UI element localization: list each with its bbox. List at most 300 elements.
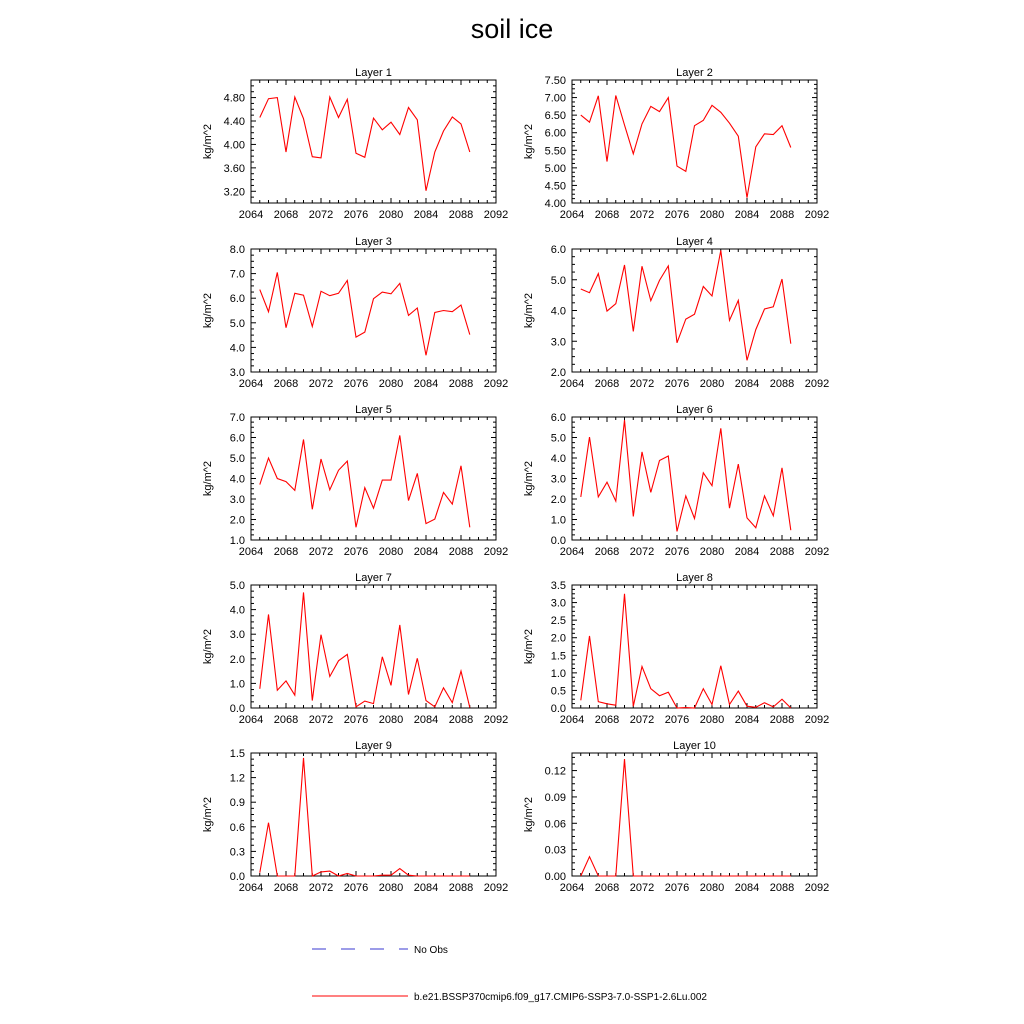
x-tick-label: 2068 (594, 209, 620, 221)
data-point (580, 875, 581, 876)
y-tick-label: 0.06 (544, 818, 566, 831)
data-point (694, 875, 695, 876)
data-point (606, 703, 607, 704)
data-point (703, 286, 704, 287)
x-tick-label: 2072 (308, 546, 334, 558)
data-point (703, 688, 704, 689)
data-point (329, 295, 330, 296)
y-tick-label: 6.0 (550, 244, 566, 256)
data-point (589, 122, 590, 123)
y-tick-label: 0.12 (544, 765, 566, 778)
data-point (373, 875, 374, 876)
x-tick-label: 2068 (594, 378, 620, 390)
x-tick-label: 2068 (273, 714, 299, 726)
x-tick-label: 2076 (343, 882, 369, 894)
data-point (755, 527, 756, 528)
data-point (303, 439, 304, 440)
data-point (355, 527, 356, 528)
data-point (285, 481, 286, 482)
data-point (641, 266, 642, 267)
panel-title: Layer 3 (355, 236, 392, 248)
panel-title: Layer 4 (676, 236, 713, 248)
data-point (589, 856, 590, 857)
x-tick-label: 2080 (699, 209, 725, 221)
y-tick-label: 3.0 (550, 597, 566, 610)
data-point (417, 658, 418, 659)
data-point (364, 332, 365, 333)
y-tick-label: 0.03 (544, 844, 566, 857)
x-tick-label: 2080 (699, 378, 725, 390)
x-tick-label: 2088 (769, 714, 795, 726)
y-tick-label: 4.40 (223, 116, 245, 128)
data-point (259, 484, 260, 485)
data-point (285, 680, 286, 681)
data-point (268, 98, 269, 99)
data-point (303, 592, 304, 593)
data-point (320, 634, 321, 635)
data-point (399, 624, 400, 625)
x-tick-label: 2072 (629, 882, 655, 894)
data-point (338, 660, 339, 661)
legend-obs-label: No Obs (414, 945, 448, 956)
data-point (329, 676, 330, 677)
y-tick-label: 4.0 (550, 453, 566, 465)
data-point (294, 490, 295, 491)
y-tick-label: 2.0 (550, 494, 566, 506)
x-tick-label: 2076 (343, 209, 369, 221)
data-point (347, 99, 348, 100)
panel-title: Layer 7 (355, 572, 392, 584)
y-tick-label: 3.0 (229, 629, 245, 642)
y-tick-label: 5.0 (550, 432, 566, 445)
series-line (260, 272, 470, 355)
x-tick-label: 2084 (413, 714, 439, 726)
chart-panel-layer-5 (202, 404, 508, 558)
data-point (443, 687, 444, 688)
data-point (452, 311, 453, 312)
data-point (285, 327, 286, 328)
x-tick-label: 2080 (378, 378, 404, 390)
y-tick-label: 2.0 (229, 653, 245, 666)
x-tick-label: 2072 (629, 209, 655, 221)
data-point (338, 875, 339, 876)
data-point (746, 875, 747, 876)
data-point (781, 279, 782, 280)
data-point (633, 875, 634, 876)
x-tick-label: 2080 (699, 714, 725, 726)
data-point (373, 117, 374, 118)
data-point (703, 472, 704, 473)
data-point (773, 134, 774, 135)
data-point (659, 695, 660, 696)
data-point (764, 875, 765, 876)
series-line (260, 97, 470, 191)
data-point (408, 315, 409, 316)
data-point (650, 688, 651, 689)
data-point (781, 467, 782, 468)
data-point (720, 112, 721, 113)
data-point (312, 156, 313, 157)
data-point (711, 105, 712, 106)
data-point (790, 343, 791, 344)
data-point (373, 703, 374, 704)
x-tick-label: 2080 (699, 546, 725, 558)
y-tick-label: 3.0 (550, 336, 566, 349)
data-point (668, 692, 669, 693)
data-point (650, 875, 651, 876)
data-point (452, 504, 453, 505)
data-point (711, 295, 712, 296)
data-point (285, 151, 286, 152)
x-tick-label: 2084 (413, 378, 439, 390)
data-point (434, 312, 435, 313)
panel-title: Layer 9 (355, 740, 392, 752)
y-tick-label: 1.0 (550, 667, 566, 680)
data-point (589, 436, 590, 437)
data-point (382, 129, 383, 130)
plot-frame (572, 753, 817, 876)
x-tick-label: 2064 (238, 882, 264, 894)
x-tick-label: 2092 (483, 714, 509, 726)
data-point (303, 757, 304, 758)
x-tick-label: 2068 (273, 882, 299, 894)
y-axis-label: kg/m^2 (202, 123, 214, 160)
data-point (417, 473, 418, 474)
data-point (268, 822, 269, 823)
panel-title: Layer 2 (676, 67, 713, 79)
data-point (443, 310, 444, 311)
data-point (755, 875, 756, 876)
data-point (676, 342, 677, 343)
x-tick-label: 2092 (804, 209, 830, 221)
y-tick-label: 2.0 (550, 632, 566, 645)
y-tick-label: 0.0 (550, 535, 566, 547)
x-tick-label: 2088 (448, 209, 474, 221)
x-tick-label: 2092 (804, 378, 830, 390)
data-point (469, 334, 470, 335)
data-point (460, 875, 461, 876)
x-tick-label: 2092 (804, 882, 830, 894)
y-tick-label: 0.09 (544, 791, 566, 804)
data-point (320, 871, 321, 872)
data-point (382, 875, 383, 876)
data-point (434, 875, 435, 876)
y-axis-label: kg/m^2 (523, 123, 535, 160)
y-tick-label: 1.0 (229, 535, 245, 547)
data-point (408, 107, 409, 108)
data-point (790, 147, 791, 148)
x-tick-label: 2080 (378, 882, 404, 894)
data-point (790, 875, 791, 876)
plot-frame (572, 80, 817, 203)
data-point (781, 125, 782, 126)
x-tick-label: 2068 (273, 546, 299, 558)
data-point (303, 295, 304, 296)
data-point (355, 153, 356, 154)
plot-frame (251, 585, 496, 708)
data-point (390, 875, 391, 876)
x-tick-label: 2088 (769, 882, 795, 894)
x-tick-label: 2076 (343, 546, 369, 558)
panel-title: Layer 10 (673, 740, 716, 752)
x-tick-label: 2072 (629, 714, 655, 726)
chart-panel-layer-1 (202, 67, 508, 221)
data-point (355, 875, 356, 876)
y-axis-label: kg/m^2 (202, 628, 214, 665)
y-tick-label: 5.50 (544, 145, 566, 158)
data-point (589, 292, 590, 293)
data-point (624, 264, 625, 265)
data-point (641, 666, 642, 667)
data-point (469, 151, 470, 152)
data-point (294, 875, 295, 876)
series-line (581, 759, 791, 876)
series-line (260, 435, 470, 527)
data-point (347, 280, 348, 281)
data-point (746, 197, 747, 198)
data-point (580, 496, 581, 497)
x-tick-label: 2092 (804, 714, 830, 726)
data-point (329, 96, 330, 97)
x-tick-label: 2076 (343, 714, 369, 726)
data-point (685, 495, 686, 496)
data-point (580, 700, 581, 701)
data-point (685, 319, 686, 320)
plot-frame (572, 249, 817, 372)
y-tick-label: 4.00 (544, 198, 566, 210)
x-tick-label: 2068 (273, 378, 299, 390)
data-point (615, 705, 616, 706)
y-tick-label: 6.50 (544, 110, 566, 123)
data-point (364, 875, 365, 876)
y-tick-label: 0.6 (229, 821, 245, 834)
data-point (312, 700, 313, 701)
y-tick-label: 6.0 (550, 412, 566, 424)
data-point (641, 451, 642, 452)
data-point (668, 875, 669, 876)
data-point (303, 118, 304, 119)
data-point (399, 134, 400, 135)
data-point (469, 707, 470, 708)
data-point (277, 272, 278, 273)
y-tick-label: 0.0 (550, 703, 566, 715)
y-tick-label: 7.0 (229, 268, 245, 281)
y-tick-label: 1.2 (229, 772, 245, 785)
data-point (615, 95, 616, 96)
data-point (338, 293, 339, 294)
data-point (720, 250, 721, 251)
y-tick-label: 1.0 (229, 678, 245, 691)
data-point (598, 496, 599, 497)
y-tick-label: 4.0 (229, 604, 245, 617)
y-axis-label: kg/m^2 (202, 292, 214, 329)
y-tick-label: 4.50 (544, 180, 566, 193)
y-tick-label: 4.0 (229, 342, 245, 355)
data-point (703, 120, 704, 121)
y-axis-label: kg/m^2 (202, 796, 214, 833)
plot-frame (572, 585, 817, 708)
data-point (764, 133, 765, 134)
data-point (773, 515, 774, 516)
data-point (312, 326, 313, 327)
data-point (738, 691, 739, 692)
data-point (624, 759, 625, 760)
x-tick-label: 2072 (308, 882, 334, 894)
chart-panel-layer-3 (202, 236, 508, 390)
data-point (624, 419, 625, 420)
data-point (312, 875, 313, 876)
x-tick-label: 2064 (238, 546, 264, 558)
data-point (598, 273, 599, 274)
data-point (720, 665, 721, 666)
data-point (320, 157, 321, 158)
data-point (606, 161, 607, 162)
data-point (390, 480, 391, 481)
data-point (408, 694, 409, 695)
y-tick-label: 2.0 (550, 367, 566, 379)
data-point (676, 166, 677, 167)
data-point (417, 307, 418, 308)
y-axis-label: kg/m^2 (523, 460, 535, 497)
data-point (355, 706, 356, 707)
x-tick-label: 2076 (664, 546, 690, 558)
data-point (347, 654, 348, 655)
x-tick-label: 2088 (769, 209, 795, 221)
data-point (694, 518, 695, 519)
data-point (268, 614, 269, 615)
data-point (633, 706, 634, 707)
data-point (294, 695, 295, 696)
x-tick-label: 2092 (804, 546, 830, 558)
data-point (589, 635, 590, 636)
x-tick-label: 2064 (238, 714, 264, 726)
data-point (382, 480, 383, 481)
x-tick-label: 2092 (483, 209, 509, 221)
data-point (790, 707, 791, 708)
data-point (755, 707, 756, 708)
panel-title: Layer 1 (355, 67, 392, 79)
data-point (259, 117, 260, 118)
data-point (676, 531, 677, 532)
chart-title: soil ice (470, 14, 554, 44)
data-point (624, 124, 625, 125)
y-tick-label: 4.00 (223, 139, 245, 152)
data-point (294, 293, 295, 294)
data-point (659, 280, 660, 281)
x-tick-label: 2084 (734, 378, 760, 390)
y-tick-label: 4.0 (229, 473, 245, 486)
series-line (581, 594, 791, 708)
data-point (650, 106, 651, 107)
data-point (668, 97, 669, 98)
x-tick-label: 2092 (483, 546, 509, 558)
data-point (694, 707, 695, 708)
panel-title: Layer 5 (355, 404, 392, 416)
data-point (781, 699, 782, 700)
data-point (606, 875, 607, 876)
data-point (434, 706, 435, 707)
x-tick-label: 2092 (483, 378, 509, 390)
data-point (268, 311, 269, 312)
data-point (277, 875, 278, 876)
data-point (434, 151, 435, 152)
chart-panel-layer-2 (523, 67, 829, 221)
data-point (580, 288, 581, 289)
data-point (738, 464, 739, 465)
x-tick-label: 2092 (483, 882, 509, 894)
data-point (606, 482, 607, 483)
data-point (408, 875, 409, 876)
data-point (425, 190, 426, 191)
data-point (685, 707, 686, 708)
data-point (598, 875, 599, 876)
data-point (399, 283, 400, 284)
data-point (425, 355, 426, 356)
y-tick-label: 3.0 (550, 473, 566, 486)
data-point (685, 171, 686, 172)
data-point (338, 117, 339, 118)
y-tick-label: 3.0 (229, 367, 245, 379)
x-tick-label: 2088 (769, 546, 795, 558)
data-point (676, 707, 677, 708)
y-tick-label: 3.20 (223, 186, 245, 199)
data-point (399, 435, 400, 436)
y-tick-label: 0.9 (229, 797, 245, 810)
x-tick-label: 2084 (734, 546, 760, 558)
series-line (260, 592, 470, 707)
data-point (641, 875, 642, 876)
series-line (581, 96, 791, 198)
data-point (694, 125, 695, 126)
data-point (382, 291, 383, 292)
series-line (581, 420, 791, 531)
data-point (781, 875, 782, 876)
data-point (469, 875, 470, 876)
series-line (581, 251, 791, 361)
legend-model-label: b.e21.BSSP370cmip6.f09_g17.CMIP6-SSP3-7.0-SSP1-2.6Lu.002 (414, 992, 707, 1003)
y-tick-label: 6.0 (229, 293, 245, 306)
data-point (598, 95, 599, 96)
data-point (711, 485, 712, 486)
x-tick-label: 2072 (308, 209, 334, 221)
data-point (746, 517, 747, 518)
x-tick-label: 2076 (664, 882, 690, 894)
data-point (259, 688, 260, 689)
x-tick-label: 2080 (378, 209, 404, 221)
data-point (738, 300, 739, 301)
y-tick-label: 0.5 (550, 685, 566, 698)
data-point (355, 336, 356, 337)
data-point (650, 300, 651, 301)
y-tick-label: 0.0 (229, 703, 245, 715)
data-point (390, 122, 391, 123)
y-tick-label: 8.0 (229, 244, 245, 256)
data-point (338, 470, 339, 471)
data-point (347, 873, 348, 874)
x-tick-label: 2084 (413, 546, 439, 558)
data-point (285, 875, 286, 876)
y-tick-label: 3.60 (223, 162, 245, 175)
data-point (443, 492, 444, 493)
data-point (320, 291, 321, 292)
x-tick-label: 2076 (343, 378, 369, 390)
data-point (268, 457, 269, 458)
x-tick-label: 2068 (594, 546, 620, 558)
y-tick-label: 1.0 (550, 514, 566, 527)
data-point (746, 360, 747, 361)
data-point (347, 460, 348, 461)
data-point (294, 96, 295, 97)
